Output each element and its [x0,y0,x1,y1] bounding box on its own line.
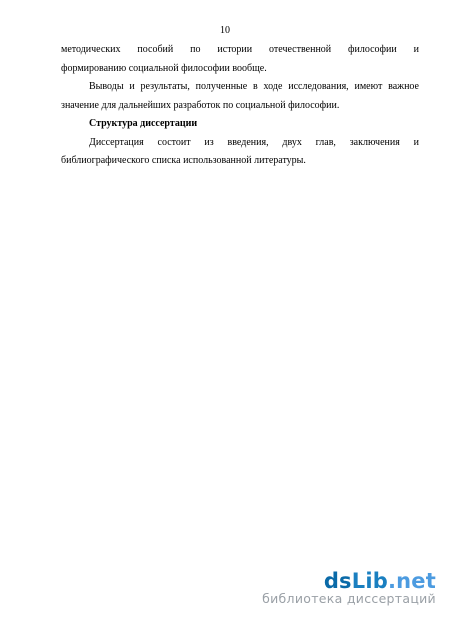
paragraph-structure: Диссертация состоит из введения, двух глав, заключения и библиографического списка использованной литературы. [61,136,419,166]
document-body [61,41,419,171]
paragraph-conclusions: Выводы и результаты, полученные в ходе исследования, имеют важное значение для дальнейших разработок по социальной философии. [61,81,419,111]
brand-ds: ds [323,569,352,593]
paragraph-continuation [61,41,419,60]
section-heading: Структура диссертации [89,118,198,129]
brand-net: .net [387,569,436,593]
watermark-logo [262,570,436,606]
paragraph-line: формированию социальной философии вообще. [61,62,267,74]
watermark-brand [262,570,436,592]
paragraph-line: методических пособий по истории отечественной философии и [61,44,419,55]
watermark-subtitle: библиотека диссертаций [262,591,436,606]
page-number: 10 [220,25,230,36]
brand-lib: Lib [351,569,388,593]
paragraph-continuation-end [61,60,419,79]
